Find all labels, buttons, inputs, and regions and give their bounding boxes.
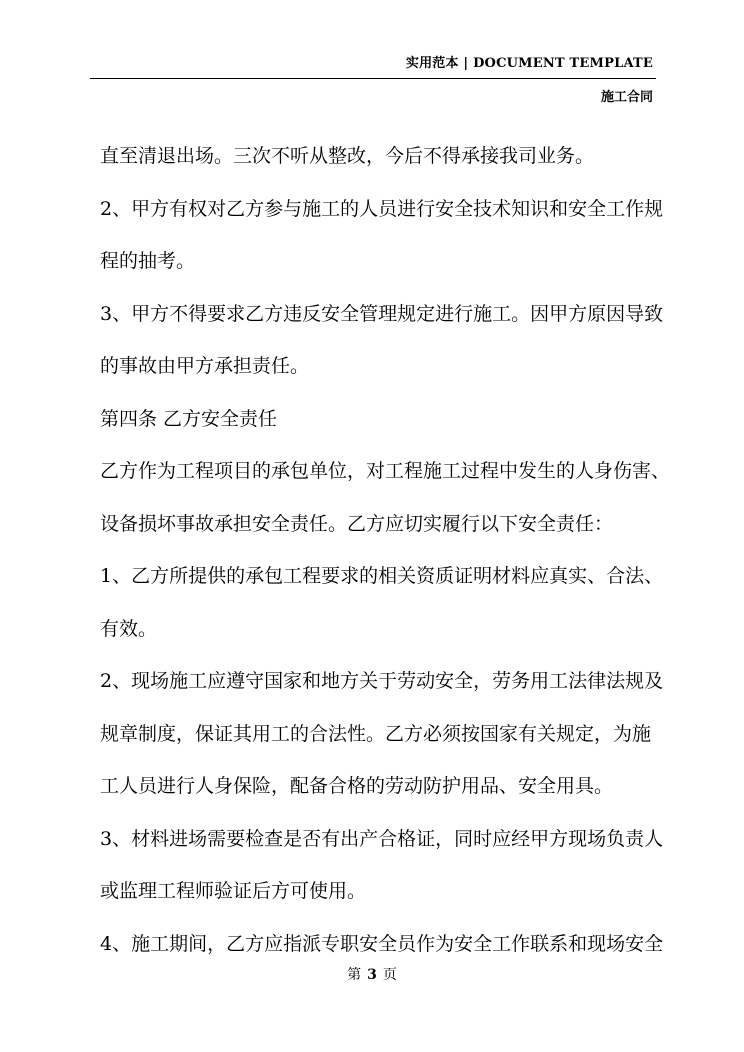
header-divider: [90, 78, 656, 79]
page-prefix: 第: [347, 967, 362, 983]
body-line: 直至清退出场。三次不听从整改，今后不得承接我司业务。: [100, 145, 595, 167]
body-line: 或监理工程师验证后方可使用。: [100, 880, 367, 902]
body-line: 有效。: [100, 617, 158, 640]
body-line: 4、施工期间，乙方应指派专职安全员作为安全工作联系和现场安全: [100, 932, 664, 955]
page-footer: [0, 964, 744, 984]
body-line: 的事故由甲方承担责任。: [100, 355, 310, 377]
body-line: 2、甲方有权对乙方参与施工的人员进行安全技术知识和安全工作规: [100, 197, 664, 220]
header-title: 实用范本 | DOCUMENT TEMPLATE: [405, 56, 653, 71]
body-line: 2、现场施工应遵守国家和地方关于劳动安全，劳务用工法律法规及: [100, 670, 664, 692]
page-number: 3: [367, 967, 377, 983]
document-type-label: 施工合同: [600, 90, 653, 105]
body-line: 3、甲方不得要求乙方违反安全管理规定进行施工。因甲方原因导致: [100, 302, 664, 325]
contract-body: [100, 138, 671, 978]
page-suffix: 页: [382, 967, 397, 983]
body-line: 设备损坏事故承担安全责任。乙方应切实履行以下安全责任：: [100, 512, 614, 535]
body-line: 规章制度，保证其用工的合法性。乙方必须按国家有关规定，为施: [100, 722, 652, 745]
body-line: 3、材料进场需要检查是否有出产合格证，同时应经甲方现场负责人: [100, 827, 664, 850]
body-line: 乙方作为工程项目的承包单位，对工程施工过程中发生的人身伤害、: [100, 460, 671, 482]
body-line: 1、乙方所提供的承包工程要求的相关资质证明材料应真实、合法、: [100, 565, 664, 587]
body-line: 程的抽考。: [100, 250, 196, 272]
section-heading: 第四条 乙方安全责任: [100, 407, 278, 430]
body-line: 工人员进行人身保险，配备合格的劳动防护用品、安全用具。: [100, 775, 614, 797]
